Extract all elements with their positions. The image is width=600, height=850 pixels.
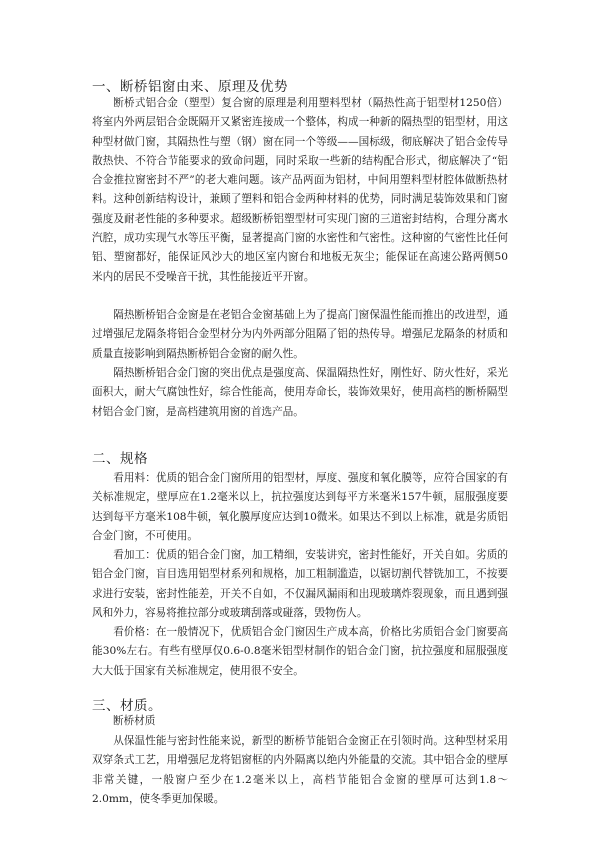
section-3-paragraph-1: 从保温性能与密封性能来说，新型的断桥节能铝合金窗正在引领时尚。这种型材采用双穿条式工艺，用增强尼龙将铝窗框的内外隔离以绝内外能量的交流。其中铝合金的壁厚非常关键，一般窗户至少在1.2毫米以上，高档节能铝合金窗的壁厚可达到1.8～2.0mm，使冬季更加保暖。: [92, 735, 508, 805]
section-3-subheading: 断桥材质: [113, 715, 156, 727]
section-1-paragraph-2: 隔热断桥铝合金窗是在老铝合金窗基础上为了提高门窗保温性能而推出的改进型，通过增强尼龙隔条将铝合金型材分为内外两部分阻隔了铝的热传导。增强尼龙隔条的材质和质量直接影响到隔热断桥铝合金窗的耐久性。: [92, 309, 508, 360]
section-2-paragraph-3: 看价格：在一般情况下，优质铝合金门窗因生产成本高，价格比劣质铝合金门窗要高能30%左右。有些有壁厚仅0.6-0.8毫米铝型材制作的铝合金门窗，抗拉强度和屈服强度大大低于国家有关标准规定，使用很不安全。: [92, 626, 508, 677]
section-1-heading: 一、断桥铝窗由来、原理及优势: [92, 79, 288, 95]
section-3-heading: 三、材质。: [92, 698, 162, 714]
section-2-paragraph-1: 看用料：优质的铝合金门窗所用的铝型材，厚度、强度和氧化膜等，应符合国家的有关标准规定，壁厚应在1.2毫米以上，抗拉强度达到每平方米毫米157牛顿，屈服强度要达到每平方毫米108牛顿，氧化膜厚度应达到10微米。如果达不到以上标准，就是劣质铝合金门窗，不可使用。: [92, 472, 508, 542]
section-1-paragraph-3: 隔热断桥铝合金门窗的突出优点是强度高、保温隔热性好，刚性好、防火性好，采光面积大，耐大气腐蚀性好，综合性能高，使用寿命长，装饰效果好，使用高档的断桥隔型材铝合金门窗，是高档建筑用窗的首选产品。: [92, 367, 508, 418]
section-2-heading: 二、规格: [92, 451, 148, 467]
section-2-paragraph-2: 看加工：优质的铝合金门窗，加工精细，安装讲究，密封性能好，开关自如。劣质的铝合金门窗，盲目选用铝型材系列和规格，加工粗制滥造，以锯切割代替铣加工，不按要求进行安装，密封性能差，开关不自如，不仅漏风漏雨和出现玻璃炸裂现象，而且遇到强风和外力，容易将推拉部分或玻璃刮落或碰落，毁物伤人。: [92, 549, 508, 619]
section-1-paragraph-1: 断桥式铝合金（塑型）复合窗的原理是利用塑料型材（隔热性高于铝型材1250倍）将室内外两层铝合金既隔开又紧密连接成一个整体，构成一种新的隔热型的铝型材，用这种型材做门窗，其隔热性与塑（钢）窗在同一个等级——国标级，彻底解决了铝合金传导散热快、不符合节能要求的致命问题，同时采取一些新的结构配合形式，彻底解决了“铝合金推拉窗密封不严”的老大难问题。该产品两面为铝材，中间用塑料型材腔体做断热材料。这种创新结构设计，兼顾了塑料和铝合金两种材料的优势，同时满足装饰效果和门窗强度及耐老性能的多种要求。超级断桥铝塑型材可实现门窗的三道密封结构，合理分离水汽腔，成功实现气水等压平衡，显著提高门窗的水密性和气密性。这种窗的气密性比任何铝、塑窗都好，能保证风沙大的地区室内窗台和地板无灰尘；能保证在高速公路两侧50米内的居民不受噪音干扰，其性能接近平开窗。: [92, 97, 508, 283]
